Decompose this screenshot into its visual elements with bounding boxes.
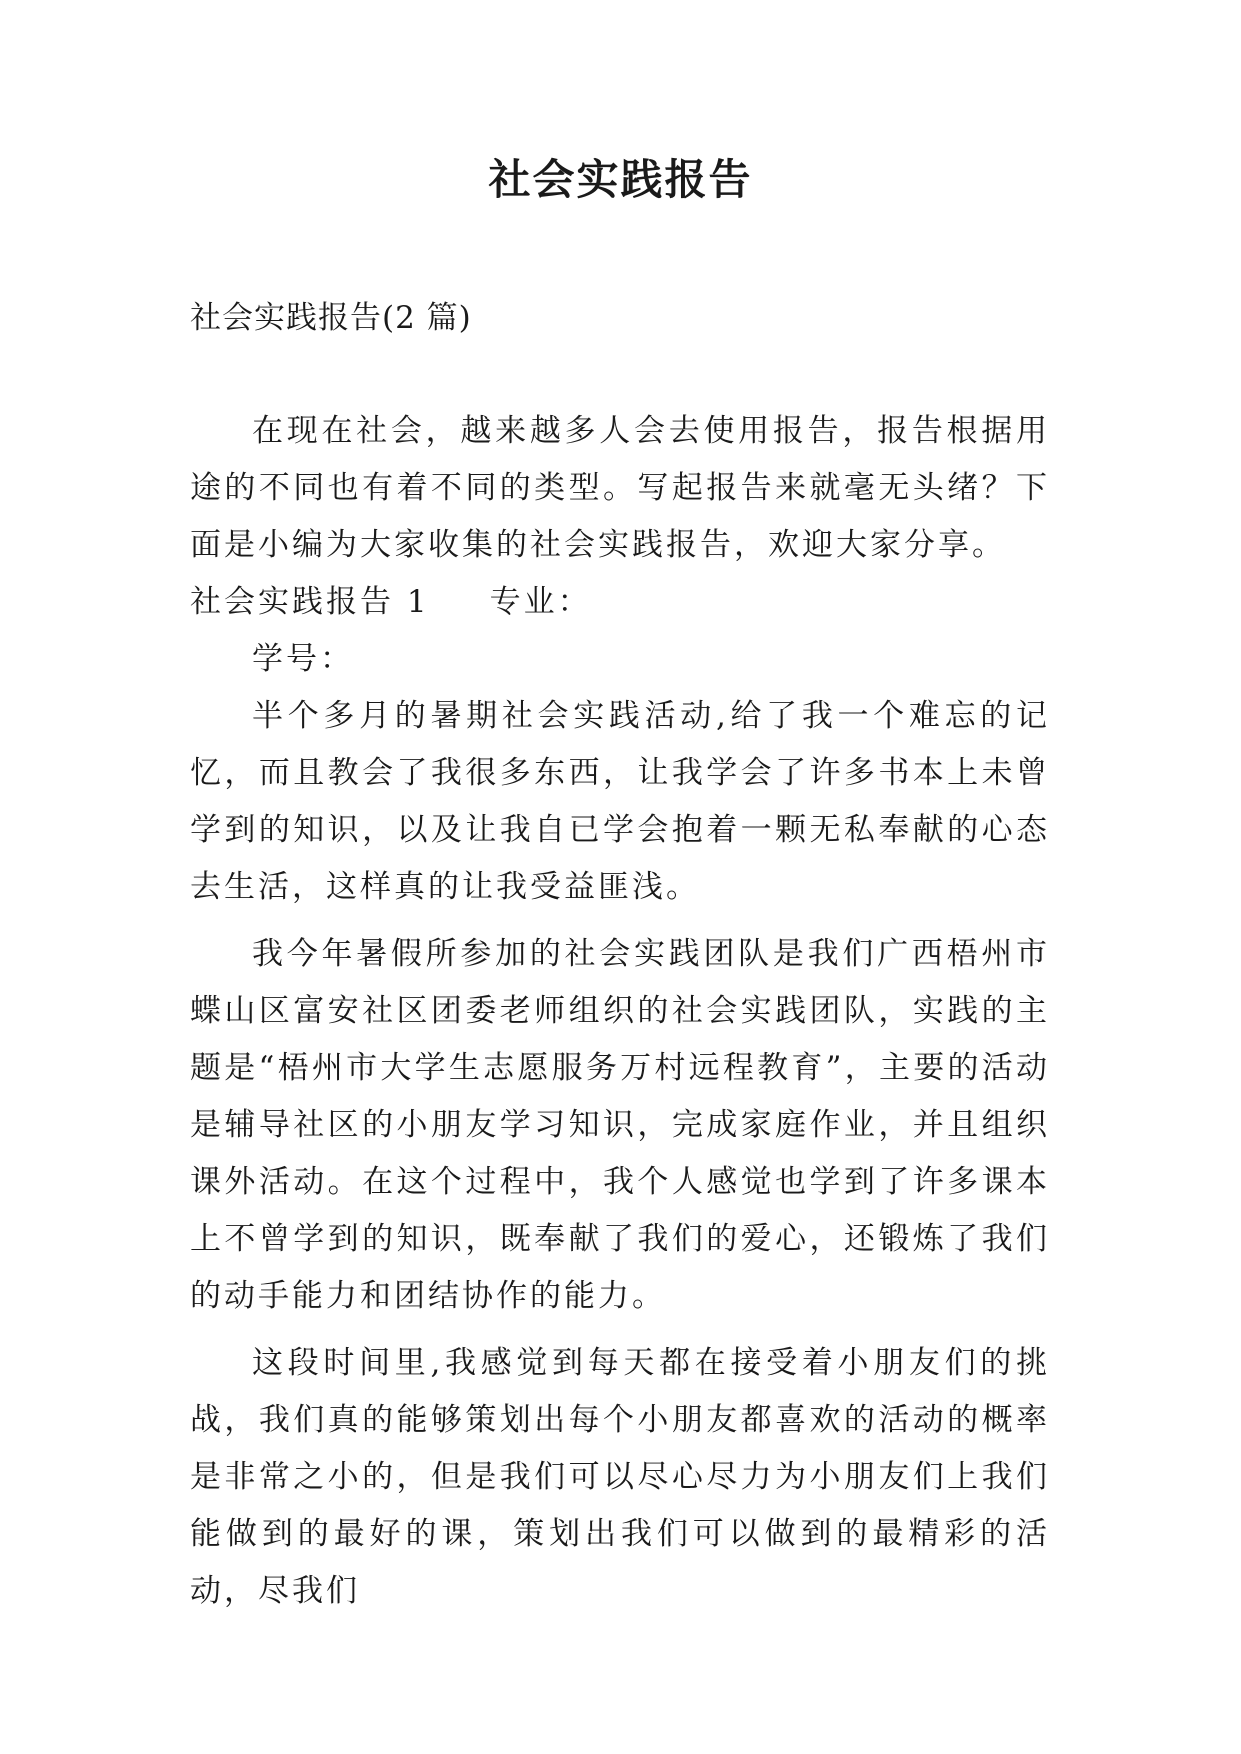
body-paragraph: 我今年暑假所参加的社会实践团队是我们广西梧州市蝶山区富安社区团委老师组织的社会实践团队，实践的主题是“梧州市大学生志愿服务万村远程教育”，主要的活动是辅导社区的小朋友学习知识，完成家庭作业，并且组织课外活动。在这个过程中，我个人感觉也学到了许多课本上不曾学到的知识，既奉献了我们的爱心，还锻炼了我们的动手能力和团结协作的能力。 <box>190 936 1050 1314</box>
intro-paragraph: 在现在社会，越来越多人会去使用报告，报告根据用途的不同也有着不同的类型。写起报告来就毫无头绪？下面是小编为大家收集的社会实践报告，欢迎大家分享。 <box>190 413 1050 563</box>
document-body <box>190 403 1050 1620</box>
document-subtitle: 社会实践报告(2 篇) <box>190 300 472 336</box>
report-heading: 社会实践报告 1 <box>190 584 430 620</box>
body-paragraph: 半个多月的暑期社会实践活动,给了我一个难忘的记忆，而且教会了我很多东西，让我学会了许多书本上未曾学到的知识，以及让我自已学会抱着一颗无私奉献的心态去生活，这样真的让我受益匪浅。 <box>190 698 1050 905</box>
major-label: 专业： <box>489 584 592 620</box>
student-id-label: 学号： <box>252 641 354 677</box>
document-title: 社会实践报告 <box>488 155 753 204</box>
report-heading-line <box>190 574 1050 631</box>
body-paragraph: 这段时间里,我感觉到每天都在接受着小朋友们的挑战，我们真的能够策划出每个小朋友都喜欢的活动的概率是非常之小的，但是我们可以尽心尽力为小朋友们上我们能做到的最好的课，策划出我们可以做到的最精彩的活动，尽我们 <box>190 1345 1050 1609</box>
